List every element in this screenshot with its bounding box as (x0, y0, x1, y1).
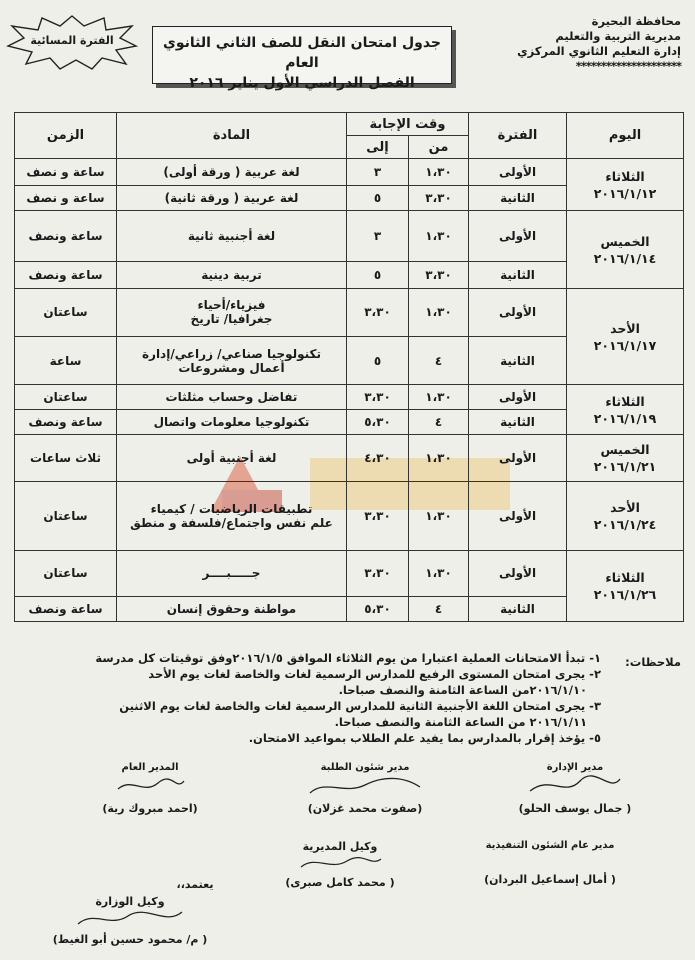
day-cell (567, 211, 684, 288)
day-name: الثلاثاء (605, 393, 645, 409)
notes-list (11, 650, 601, 746)
signature-name: ( م/ محمود حسين أبو الغيط) (52, 933, 208, 946)
duration-cell: ساعتان (15, 550, 117, 596)
from-cell: ١،٣٠ (409, 435, 469, 481)
header-day: اليوم (567, 113, 684, 159)
from-cell: ١،٣٠ (409, 385, 469, 410)
day-name: الأحد (610, 499, 640, 515)
from-cell: ٣،٣٠ (409, 261, 469, 288)
header-from: من (409, 136, 469, 159)
day-cell (567, 550, 684, 621)
day-cell (567, 385, 684, 435)
signature-name: ( جمال يوسف الحلو) (518, 802, 632, 815)
header-duration: الزمن (15, 113, 117, 159)
duration-cell: ساعتان (15, 481, 117, 550)
duration-cell: ساعة ونصف (15, 211, 117, 261)
handwritten-signature (295, 853, 385, 873)
to-cell: ٣،٣٠ (347, 481, 409, 550)
subject-line: أعمال ومشروعات (178, 360, 285, 375)
note-line: ٥- يؤخذ إقرار بالمدارس بما يفيد علم الطلاب بمواعيد الامتحان. (248, 731, 601, 745)
subject-line: فيزياء/أحياء (197, 298, 266, 313)
period-cell: الأولى (469, 385, 567, 410)
stamp-label: الفترة المسائية (30, 34, 114, 47)
to-cell: ٣،٣٠ (347, 550, 409, 596)
signature-student-affairs (290, 762, 440, 815)
to-cell: ٥ (347, 261, 409, 288)
day-date: ٢٠١٦/١/١٩ (593, 410, 657, 426)
page-title: جدول امتحان النقل للصف الثاني الثانوي العام (163, 35, 441, 71)
signature-deputy-director (260, 840, 420, 889)
from-cell: ١،٣٠ (409, 159, 469, 186)
day-date: ٢٠١٦/١/٢٤ (593, 516, 657, 532)
period-cell: الثانية (469, 596, 567, 621)
day-date: ٢٠١٦/١/٢٦ (593, 586, 657, 602)
period-cell: الثانية (469, 186, 567, 211)
table-row (15, 481, 684, 550)
day-name: الثلاثاء (605, 569, 645, 585)
subject-cell: تربية دينية (117, 261, 347, 288)
handwritten-signature (70, 908, 190, 930)
handwritten-signature (110, 773, 190, 799)
period-cell: الثانية (469, 410, 567, 435)
note-line: ٢- يجرى امتحان المستوى الرفيع للمدارس الرسمية لغات والخاصة لغات يوم الأحد (148, 667, 601, 681)
day-cell (567, 435, 684, 481)
period-cell: الأولى (469, 481, 567, 550)
signature-ministry (30, 895, 230, 946)
from-cell: ١،٣٠ (409, 288, 469, 336)
signature-general-director (80, 762, 220, 815)
note-line: ٣- يجرى امتحان اللغة الأجنبية الثانية للمدارس الرسمية لغات والخاصة لغات يوم الاثنين (119, 699, 601, 713)
header-period: الفترة (469, 113, 567, 159)
subject-cell (117, 288, 347, 336)
day-date: ٢٠١٦/١/١٤ (593, 250, 657, 266)
to-cell: ٥،٣٠ (347, 596, 409, 621)
period-cell: الأولى (469, 435, 567, 481)
signature-title: وكيل المديرية (302, 840, 378, 853)
signature-admin-director (500, 762, 650, 815)
directorate: مديرية التربية والتعليم (555, 29, 681, 43)
period-cell: الأولى (469, 211, 567, 261)
note-line: ٢٠١٦/١/١٠من الساعة الثامنة والنصف صباحا. (338, 683, 587, 697)
period-cell: الأولى (469, 550, 567, 596)
to-cell: ٤،٣٠ (347, 435, 409, 481)
subject-line: جغرافيا/ تاريخ (190, 312, 273, 327)
table-row (15, 211, 684, 261)
signature-title: مدير الإدارة (546, 762, 604, 773)
day-name: الأحد (610, 320, 640, 336)
from-cell: ١،٣٠ (409, 481, 469, 550)
day-date: ٢٠١٦/١/١٧ (593, 337, 657, 353)
from-cell: ٤ (409, 337, 469, 385)
day-name: الثلاثاء (605, 168, 645, 184)
duration-cell: ساعة و نصف (15, 186, 117, 211)
administration: إدارة التعليم الثانوي المركزي (517, 44, 681, 58)
note-line: ١- تبدأ الامتحانات العملية اعتبارا من يوم الثلاثاء الموافق ٢٠١٦/١/٥وفق توقيتات كل مدرسة (95, 651, 601, 665)
to-cell: ٣،٣٠ (347, 288, 409, 336)
duration-cell: ثلاث ساعات (15, 435, 117, 481)
signature-title: وكيل الوزارة (95, 895, 165, 908)
header-to: إلى (347, 136, 409, 159)
period-cell: الثانية (469, 261, 567, 288)
subject-cell: تكنولوجيا معلومات واتصال (117, 410, 347, 435)
signature-title: مدير عام الشئون التنفيذية (485, 840, 615, 851)
to-cell: ٥،٣٠ (347, 410, 409, 435)
table-row (15, 435, 684, 481)
day-name: الخميس (600, 442, 650, 458)
table-row (15, 385, 684, 410)
subject-cell (117, 481, 347, 550)
to-cell: ٥ (347, 337, 409, 385)
header-authority (517, 14, 681, 74)
signature-title: مدير شئون الطلبة (320, 762, 410, 773)
period-cell: الثانية (469, 337, 567, 385)
subject-line: تطبيقات الرياضيات / كيمياء (150, 501, 313, 516)
header-time: وقت الإجابة (347, 113, 469, 136)
duration-cell: ساعتان (15, 288, 117, 336)
subject-cell: لغة عربية ( ورقة ثانية) (117, 186, 347, 211)
duration-cell: ساعة ونصف (15, 596, 117, 621)
day-cell (567, 481, 684, 550)
title-box (152, 26, 452, 91)
approval-label: يعتمد،، (176, 878, 214, 891)
signature-title: المدير العام (121, 762, 179, 773)
header-subject: المادة (117, 113, 347, 159)
from-cell: ٣،٣٠ (409, 186, 469, 211)
subject-cell: لغة عربية ( ورقة أولى) (117, 159, 347, 186)
from-cell: ١،٣٠ (409, 550, 469, 596)
signature-name: ( محمد كامل صبرى) (285, 876, 395, 889)
subject-cell: لغة أجنبية أولى (117, 435, 347, 481)
handwritten-signature (305, 773, 425, 799)
to-cell: ٣،٣٠ (347, 385, 409, 410)
to-cell: ٣ (347, 211, 409, 261)
table-row (15, 159, 684, 186)
table-header-row (15, 113, 684, 136)
day-date: ٢٠١٦/١/٢١ (593, 459, 657, 475)
subject-cell: لغة أجنبية ثانية (117, 211, 347, 261)
subject-line: علم نفس واجتماع/فلسفة و منطق (130, 515, 333, 530)
duration-cell: ساعة ونصف (15, 261, 117, 288)
day-date: ٢٠١٦/١/١٢ (593, 185, 657, 201)
duration-cell: ساعة (15, 337, 117, 385)
from-cell: ١،٣٠ (409, 211, 469, 261)
page-subtitle: الفصل الدراسي الأول يناير ٢٠١٦ (189, 75, 415, 91)
duration-cell: ساعة ونصف (15, 410, 117, 435)
table-row (15, 550, 684, 596)
day-cell (567, 159, 684, 211)
subject-line: تكنولوجيا صناعي/ زراعي/إدارة (141, 346, 322, 361)
handwritten-signature (520, 773, 630, 799)
notes-heading: ملاحظات: (625, 655, 681, 669)
to-cell: ٥ (347, 186, 409, 211)
signature-name: (احمد مبروك رية) (102, 802, 198, 815)
signature-name: ( أمال إسماعيل البردان) (484, 873, 616, 886)
divider-stars: ********************* (575, 59, 681, 73)
period-cell: الأولى (469, 159, 567, 186)
from-cell: ٤ (409, 410, 469, 435)
to-cell: ٣ (347, 159, 409, 186)
exam-schedule-table (14, 112, 684, 622)
from-cell: ٤ (409, 596, 469, 621)
day-name: الخميس (600, 233, 650, 249)
day-cell (567, 288, 684, 384)
duration-cell: ساعتان (15, 385, 117, 410)
table-row (15, 288, 684, 336)
notes-section (11, 650, 681, 746)
governorate: محافظة البحيرة (591, 14, 681, 28)
period-cell: الأولى (469, 288, 567, 336)
subject-cell: جـــــبــــر (117, 550, 347, 596)
subject-cell: تفاضل وحساب مثلثات (117, 385, 347, 410)
duration-cell: ساعة و نصف (15, 159, 117, 186)
subject-cell: مواطنة وحقوق إنسان (117, 596, 347, 621)
signature-name: (صفوت محمد غزلان) (307, 802, 423, 815)
signature-exec-affairs (455, 840, 645, 886)
subject-cell (117, 337, 347, 385)
note-line: ٢٠١٦/١/١١ من الساعة الثامنة والنصف صباحا. (334, 715, 587, 729)
